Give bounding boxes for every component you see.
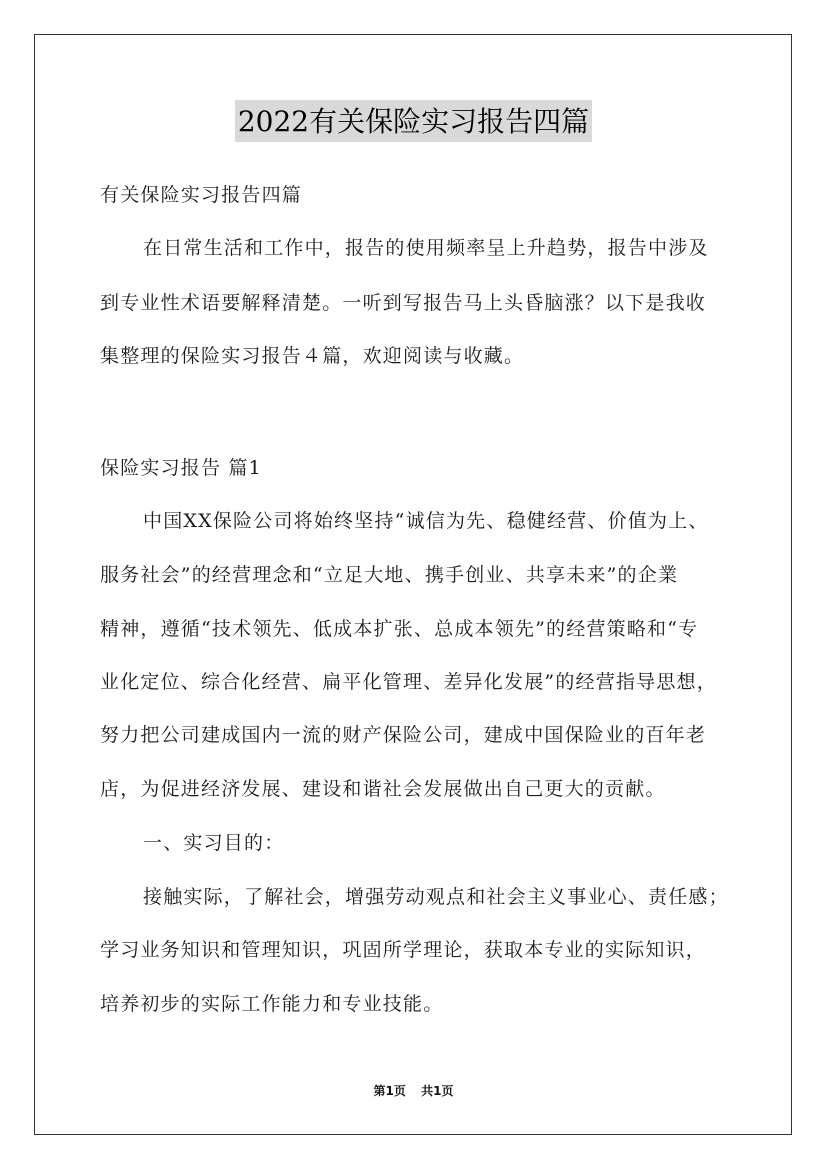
purpose-line-1: 接触实际，了解社会，增强劳动观点和社会主义事业心、责任感；	[143, 886, 729, 908]
intro-line-3: 集整理的保险实习报告４篇，欢迎阅读与收藏。	[100, 345, 525, 367]
subtitle: 有关保险实习报告四篇	[100, 184, 303, 206]
body-line-4: 业化定位、综合化经营、扁平化管理、差异化发展”的经营指导思想，	[100, 671, 717, 693]
document-title: 2022有关保险实习报告四篇	[235, 100, 592, 142]
purpose-line-2: 学习业务知识和管理知识，巩固所学理论，获取本专业的实际知识，	[100, 939, 707, 961]
body-line-5: 努力把公司建成国内一流的财产保险公司，建成中国保险业的百年老	[100, 724, 707, 746]
body-line-6: 店，为促进经济发展、建设和谐社会发展做出自己更大的贡献。	[100, 778, 666, 800]
body-line-3: 精神，遵循“技术领先、低成本扩张、总成本领先”的经营策略和“专	[100, 618, 699, 640]
intro-line-2: 到专业性术语要解释清楚。一听到写报告马上头昏脑涨？以下是我收	[100, 292, 707, 314]
purpose-line-3: 培养初步的实际工作能力和专业技能。	[100, 993, 444, 1015]
title-container	[0, 100, 827, 142]
body-line-2: 服务社会”的经营理念和“立足大地、携手创业、共享未来”的企業	[100, 564, 679, 586]
intro-line-1: 在日常生活和工作中，报告的使用频率呈上升趋势，报告中涉及	[143, 237, 709, 259]
page-footer	[0, 1083, 827, 1099]
subheading: 一、实习目的：	[143, 832, 285, 854]
page-total: 共1页	[421, 1084, 454, 1098]
page-number: 第1页	[373, 1084, 406, 1098]
section-heading: 保险实习报告 篇1	[100, 457, 262, 479]
body-line-1: 中国XX保险公司将始终坚持“诚信为先、稳健经营、价值为上、	[143, 510, 709, 532]
